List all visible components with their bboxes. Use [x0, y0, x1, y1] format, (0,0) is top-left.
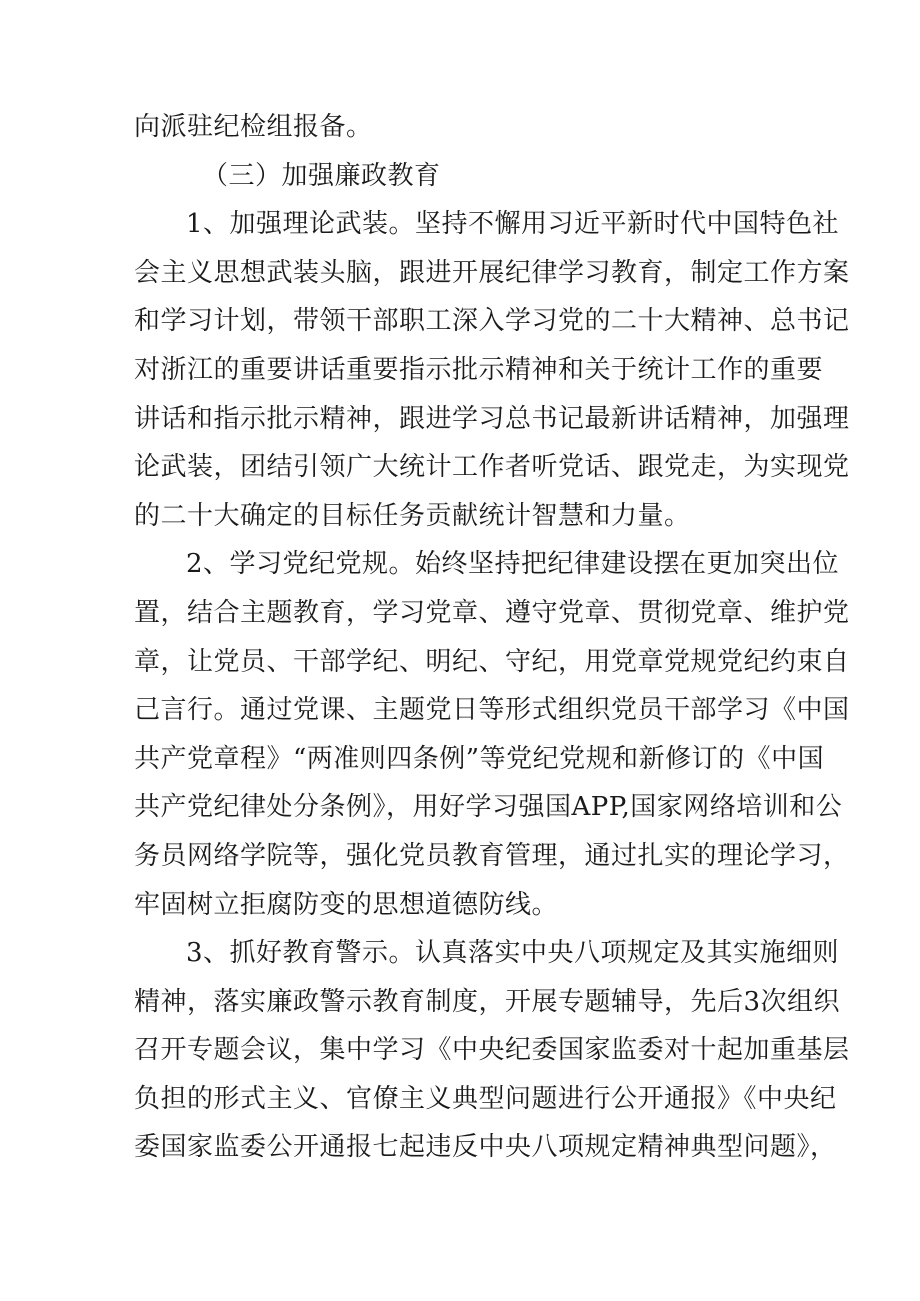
text-line: 3、抓好教育警示。认真落实中央八项规定及其实施细则 — [186, 938, 840, 969]
text-line: 的二十大确定的目标任务贡献统计智慧和力量。 — [134, 500, 691, 531]
text-line: 向派驻纪检组报备。 — [134, 112, 373, 142]
text-line: 对浙江的重要讲话重要指示批示精神和关于统计工作的重要 — [134, 354, 824, 385]
text-line: 和学习计划，带领干部职工深入学习党的二十大精神、总书记 — [134, 306, 850, 337]
text-line: 论武装，团结引领广大统计工作者听党话、跟党走，为实现党 — [134, 452, 850, 483]
text-line: 委国家监委公开通报七起违反中央八项规定精神典型问题》， — [134, 1132, 837, 1163]
text-line: 2、学习党纪党规。始终坚持把纪律建设摆在更加突出位 — [186, 549, 840, 580]
document-page — [134, 103, 850, 1172]
text-line: 己言行。通过党课、主题党日等形式组织党员干部学习《中国 — [134, 695, 850, 726]
text-line: 1、加强理论武装。坚持不懈用习近平新时代中国特色社 — [186, 209, 840, 240]
text-line: 共产党章程》“两准则四条例”等党纪党规和新修订的《中国 — [134, 743, 825, 774]
text-line: 负担的形式主义、官僚主义典型问题进行公开通报》《中央纪 — [134, 1083, 837, 1114]
text-line: 会主义思想武装头脑，跟进开展纪律学习教育，制定工作方案 — [134, 257, 850, 288]
text-line: 章，让党员、干部学纪、明纪、守纪，用党章党规党纪约束自 — [134, 646, 850, 677]
text-line: 讲话和指示批示精神，跟进学习总书记最新讲话精神，加强理 — [134, 403, 850, 434]
text-line: 务员网络学院等，强化党员教育管理，通过扎实的理论学习， — [134, 840, 850, 871]
text-line: 共产党纪律处分条例》，用好学习强国APP,国家网络培训和公 — [134, 792, 843, 823]
text-line: （三）加强廉政教育 — [202, 160, 441, 191]
text-line: 牢固树立拒腐防变的思想道德防线。 — [134, 889, 559, 920]
text-line: 置，结合主题教育，学习党章、遵守党章、贯彻党章、维护党 — [134, 597, 850, 628]
text-line: 精神，落实廉政警示教育制度，开展专题辅导，先后3次组织 — [134, 986, 841, 1017]
text-line: 召开专题会议，集中学习《中央纪委国家监委对十起加重基层 — [134, 1035, 850, 1066]
